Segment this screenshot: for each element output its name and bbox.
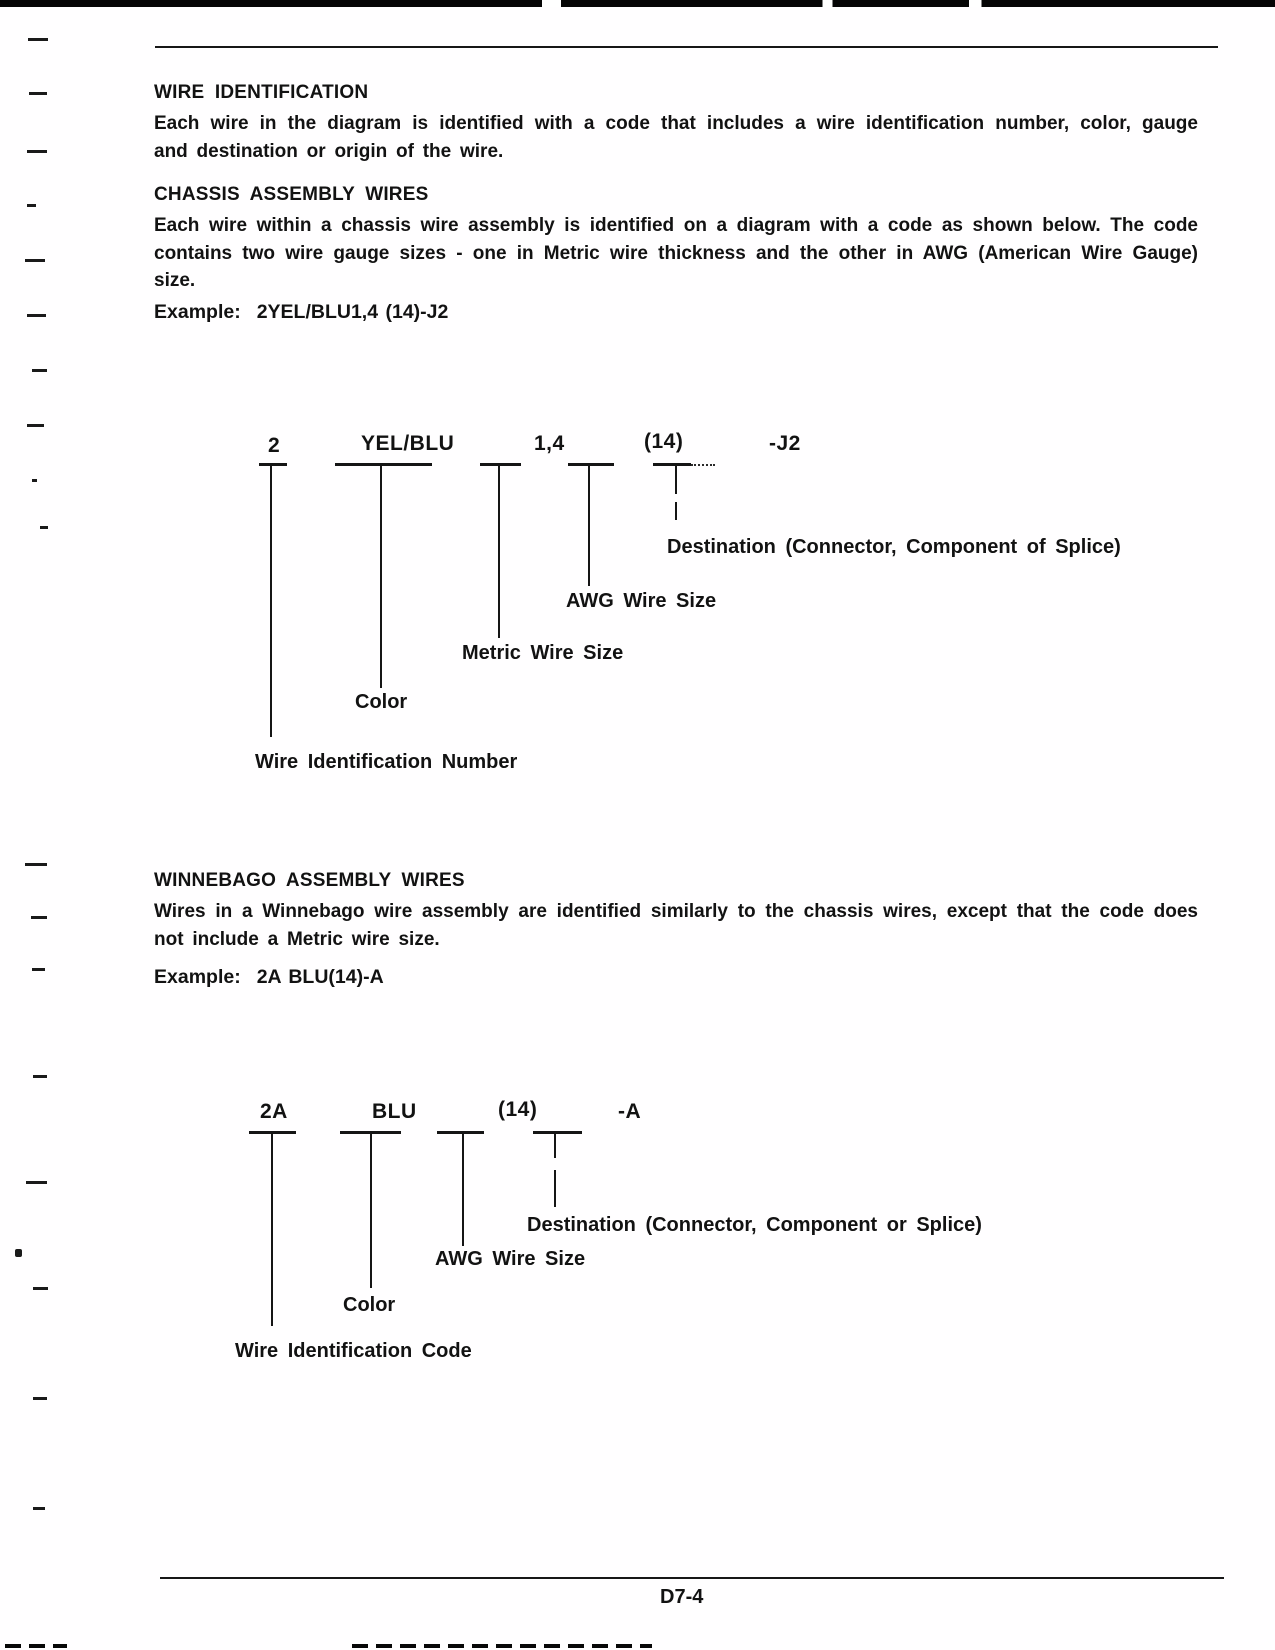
chassis-underline-color [335,463,432,466]
winnebago-token-destination: -A [618,1100,642,1123]
chassis-leader-line-color [380,466,382,688]
scan-mark [27,150,47,153]
scan-mark [25,863,47,866]
winnebago-underline-awg [437,1131,484,1134]
winnebago-label-color: Color [343,1294,396,1316]
wire-identification-heading: WIRE IDENTIFICATION [154,82,369,103]
footer-page-number: D7-4 [660,1586,704,1608]
chassis-label-destination: Destination (Connector, Component of Splice) [667,536,1121,558]
scan-mark [40,526,48,529]
scan-artifact-bottom [5,1644,67,1648]
winnebago-example-line [154,966,384,989]
scan-mark [33,1075,47,1078]
chassis-underline-awg [568,463,614,466]
chassis-token-metric-size: 1,4 [534,432,565,455]
section-winnebago-assembly-wires [154,870,1198,953]
chassis-label-wire-id-number: Wire Identification Number [255,751,518,773]
winnebago-leader-line-wire-id [271,1134,273,1326]
scan-mark [33,1287,48,1290]
chassis-leader-line-awg [588,466,590,586]
chassis-leader-line-wire-id [270,466,272,737]
footer-rule [160,1577,1224,1579]
scan-mark [25,259,45,262]
chassis-example-code: 2YEL/BLU1,4 (14)-J2 [256,301,449,323]
chassis-token-destination: -J2 [769,432,801,455]
winnebago-assembly-body: Wires in a Winnebago wire assembly are identified similarly to the chassis wires, except that the code does not include a Metric wire size. [154,901,1198,950]
chassis-token-color: YEL/BLU [361,432,455,455]
section-chassis-assembly-wires [154,184,1198,295]
chassis-underline-destination [653,463,691,466]
winnebago-underline-destination [533,1131,582,1134]
winnebago-leader-line-awg [462,1134,464,1246]
scan-mark [33,1397,47,1400]
section-wire-identification [154,82,1198,165]
chassis-assembly-heading: CHASSIS ASSEMBLY WIRES [154,184,429,205]
winnebago-assembly-heading: WINNEBAGO ASSEMBLY WIRES [154,870,465,891]
scan-mark [31,916,47,919]
scan-mark [32,369,47,372]
chassis-leader-line-destination [675,466,677,494]
winnebago-token-wire-id-code: 2A [260,1100,288,1123]
winnebago-leader-line-destination [554,1170,556,1207]
winnebago-example-code: 2A BLU(14)-A [256,966,384,988]
winnebago-leader-line-color [370,1134,372,1288]
chassis-label-metric-wire-size: Metric Wire Size [462,642,624,664]
winnebago-leader-line-destination [554,1134,556,1158]
winnebago-label-wire-id-code: Wire Identification Code [235,1340,472,1362]
chassis-underline-wire-id [259,463,287,466]
chassis-leader-line-destination [675,502,677,520]
scan-artifact-top-bar [0,0,1275,7]
scan-mark [15,1249,22,1257]
scan-mark [27,314,46,317]
winnebago-token-awg-size: (14) [498,1098,538,1121]
top-rule [155,46,1218,48]
scan-mark [27,204,36,207]
chassis-underline-metric [480,463,521,466]
scan-mark [29,92,47,95]
winnebago-label-destination: Destination (Connector, Component or Splice) [527,1214,982,1236]
winnebago-label-awg-wire-size: AWG Wire Size [435,1248,586,1270]
scan-mark [27,424,44,427]
chassis-token-awg-size: (14) [644,430,684,453]
chassis-token-wire-id-number: 2 [268,434,281,457]
scan-mark [32,479,37,482]
wire-identification-body: Each wire in the diagram is identified with a code that includes a wire identification number, color, gauge and destination or origin of the wire. [154,113,1198,162]
scan-mark [28,38,48,41]
scan-mark [26,1181,47,1184]
chassis-label-color: Color [355,691,408,713]
winnebago-example-label: Example: [154,966,241,988]
scan-artifact-bottom [352,1644,652,1648]
chassis-example-line [154,301,448,324]
chassis-label-awg-wire-size: AWG Wire Size [566,590,717,612]
scan-mark [32,968,45,971]
scan-mark [33,1507,45,1510]
chassis-leader-line-metric [498,466,500,638]
chassis-assembly-body: Each wire within a chassis wire assembly is identified on a diagram with a code as shown below. The code contains two wire gauge sizes - one in Metric wire thickness and the other in AWG (American Wire Gauge) size. [154,215,1198,291]
chassis-underline-destination-dotted [691,464,715,466]
winnebago-token-color: BLU [372,1100,417,1123]
chassis-example-label: Example: [154,301,241,323]
